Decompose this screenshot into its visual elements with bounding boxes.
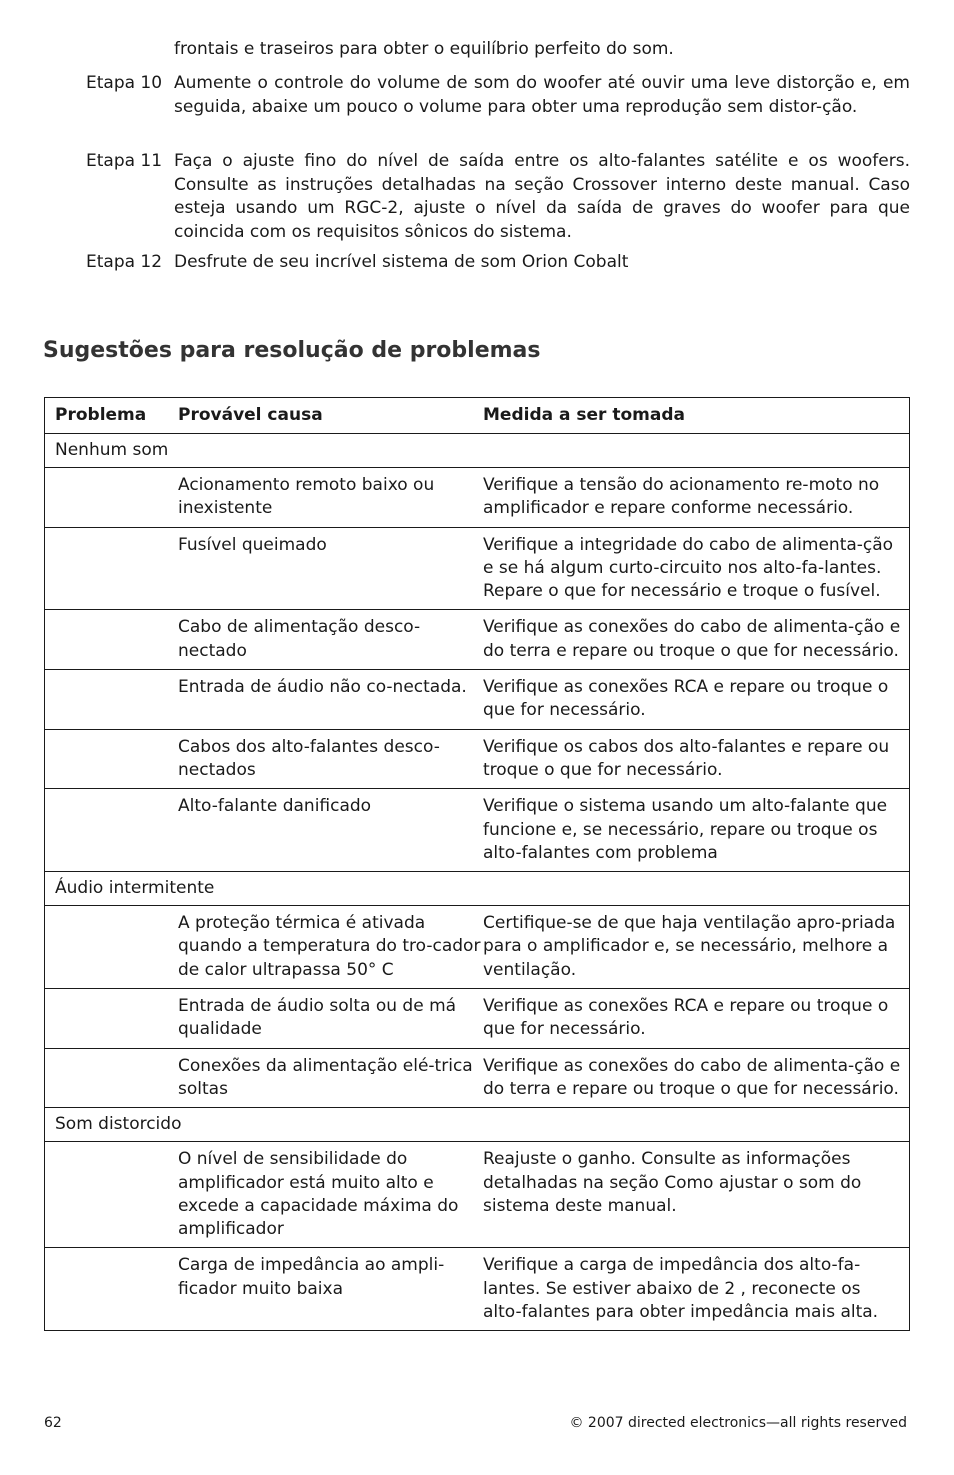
action-cell: Verifique a integridade do cabo de alimenta-ção e se há algum curto-circuito nos alto-fa-lantes. Repare o que for necessário e troque o fusível. (483, 527, 910, 610)
troubleshooting-table (44, 397, 910, 1331)
action-cell: Verifique as conexões do cabo de alimenta-ção e do terra e repare ou troque o que for necessário. (483, 610, 910, 670)
cause-cell: Conexões da alimentação elé-trica soltas (178, 1048, 483, 1108)
table-row (45, 670, 910, 730)
action-cell: Verifique as conexões RCA e repare ou troque o que for necessário. (483, 989, 910, 1049)
step-label: Etapa 10 (86, 73, 163, 93)
cause-cell: Entrada de áudio não co-nectada. (178, 670, 483, 730)
step-label: Etapa 12 (86, 252, 163, 272)
header-action: Medida a ser tomada (483, 398, 910, 434)
step-label: Etapa 11 (86, 151, 163, 171)
action-cell: Reajuste o ganho. Consulte as informações detalhadas na seção Como ajustar o som do sistema deste manual. (483, 1142, 910, 1248)
category-row (45, 1108, 910, 1142)
table-row (45, 789, 910, 872)
cause-cell: A proteção térmica é ativada quando a temperatura do tro-cador de calor ultrapassa 50° C (178, 906, 483, 989)
problem-label: Nenhum som (45, 434, 910, 468)
cause-cell: Fusível queimado (178, 527, 483, 610)
cause-cell: Cabo de alimentação desco-nectado (178, 610, 483, 670)
cause-cell: Cabos dos alto-falantes desco-nectados (178, 729, 483, 789)
step-text: Faça o ajuste fino do nível de saída entre os alto-falantes satélite e os woofers. Consulte as instruções detalhadas na seção Crossover interno deste manual. Caso esteja usando um RGC-2, ajuste o nível da saída de graves do woofer para que coincida com os requisitos sônicos do sistema. (174, 151, 910, 242)
table-header-row (45, 398, 910, 434)
action-cell: Verifique a carga de impedância dos alto-fa-lantes. Se estiver abaixo de 2 , reconecte os alto-falantes para obter impedância mais alta. (483, 1248, 910, 1331)
table-row (45, 610, 910, 670)
action-cell: Verifique o sistema usando um alto-falante que funcione e, se necessário, repare ou troque os alto-falantes com problema (483, 789, 910, 872)
table-row (45, 1142, 910, 1248)
cause-cell: Entrada de áudio solta ou de má qualidade (178, 989, 483, 1049)
table-row (45, 468, 910, 528)
table-row (45, 1248, 910, 1331)
page-number: 62 (44, 1415, 62, 1431)
cause-cell: O nível de sensibilidade do amplificador está muito alto e excede a capacidade máxima do amplificador (178, 1142, 483, 1248)
header-cause: Provável causa (178, 398, 483, 434)
intro-text: frontais e traseiros para obter o equilíbrio perfeito do som. (174, 39, 674, 59)
table-row (45, 906, 910, 989)
problem-label: Áudio intermitente (45, 872, 910, 906)
cause-cell: Carga de impedância ao ampli-ficador muito baixa (178, 1248, 483, 1331)
category-row (45, 872, 910, 906)
header-problem: Problema (45, 398, 179, 434)
table-row (45, 989, 910, 1049)
action-cell: Verifique as conexões do cabo de alimenta-ção e do terra e repare ou troque o que for necessário. (483, 1048, 910, 1108)
cause-cell: Acionamento remoto baixo ou inexistente (178, 468, 483, 528)
cause-cell: Alto-falante danificado (178, 789, 483, 872)
category-row (45, 434, 910, 468)
action-cell: Verifique a tensão do acionamento re-moto no amplificador e repare conforme necessário. (483, 468, 910, 528)
problem-label: Som distorcido (45, 1108, 910, 1142)
action-cell: Verifique os cabos dos alto-falantes e repare ou troque o que for necessário. (483, 729, 910, 789)
table-row (45, 729, 910, 789)
table-row (45, 1048, 910, 1108)
action-cell: Certifique-se de que haja ventilação apro-priada para o amplificador e, se necessário, melhore a ventilação. (483, 906, 910, 989)
section-title: Sugestões para resolução de problemas (43, 338, 541, 363)
step-text: Aumente o controle do volume de som do woofer até ouvir uma leve distorção e, em seguida, abaixe um pouco o volume para obter uma reprodução sem distor-ção. (174, 73, 910, 117)
action-cell: Verifique as conexões RCA e repare ou troque o que for necessário. (483, 670, 910, 730)
table-row (45, 527, 910, 610)
copyright-notice: © 2007 directed electronics—all rights reserved (569, 1415, 907, 1431)
step-text: Desfrute de seu incrível sistema de som Orion Cobalt (174, 252, 629, 272)
